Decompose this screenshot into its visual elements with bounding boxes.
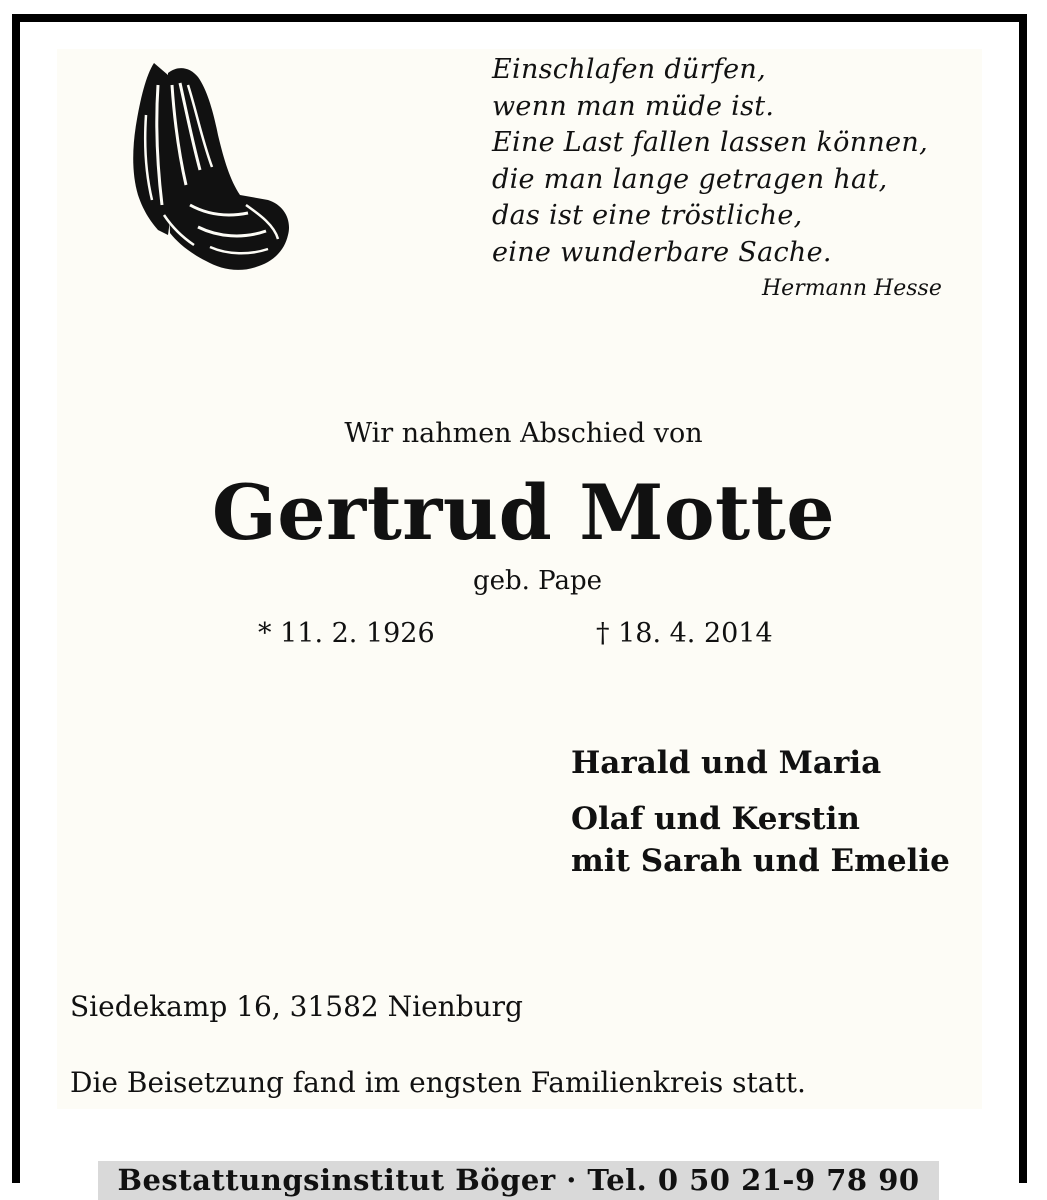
poem-line: wenn man müde ist. <box>492 90 775 122</box>
poem-line: das ist eine tröstliche, <box>492 200 803 231</box>
deceased-name: Gertrud Motte <box>211 468 836 557</box>
birth-date: * 11. 2. 1926 <box>258 618 435 649</box>
family-line: mit Sarah und Emelie <box>571 843 950 879</box>
funeral-home-footer: Bestattungsinstitut Böger · Tel. 0 50 21-9 78 90 <box>98 1161 939 1200</box>
intro-text: Wir nahmen Abschied von <box>344 418 703 449</box>
death-date: † 18. 4. 2014 <box>596 618 773 649</box>
family-signatures <box>571 742 950 882</box>
family-line: Harald und Maria <box>571 745 882 781</box>
poem-line: Eine Last fallen lassen können, <box>492 127 928 158</box>
poem <box>492 52 928 271</box>
address: Siedekamp 16, 31582 Nienburg <box>70 990 523 1023</box>
poem-line: eine wunderbare Sache. <box>492 236 832 268</box>
poem-author: Hermann Hesse <box>762 276 942 301</box>
praying-hands-icon <box>128 55 296 280</box>
burial-note: Die Beisetzung fand im engsten Familienkreis statt. <box>70 1066 806 1099</box>
poem-line: Einschlafen dürfen, <box>492 54 766 85</box>
poem-line: die man lange getragen hat, <box>492 163 888 195</box>
maiden-name: geb. Pape <box>472 566 603 596</box>
family-line: Olaf und Kerstin <box>571 801 860 837</box>
